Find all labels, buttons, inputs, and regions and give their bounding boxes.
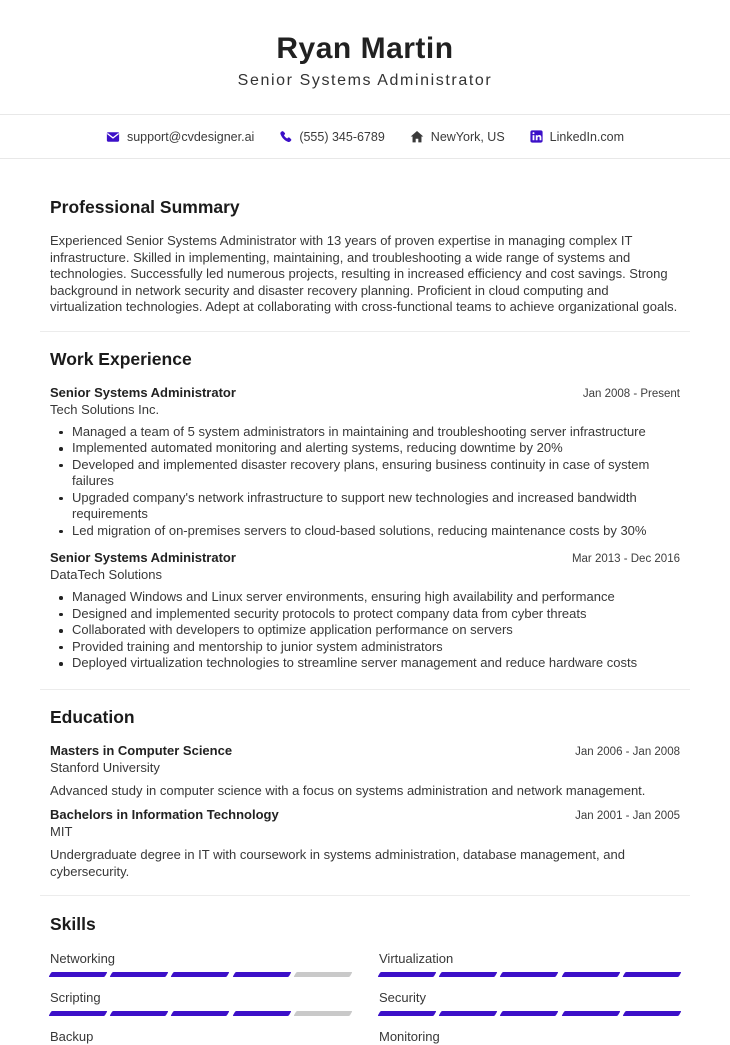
bullet-item: Collaborated with developers to optimize application performance on servers — [50, 622, 680, 639]
job-entry — [50, 550, 680, 672]
skill-name: Scripting — [50, 990, 101, 1005]
home-icon — [410, 130, 424, 144]
skill-segment-filled — [439, 1011, 498, 1016]
candidate-title: Senior Systems Administrator — [237, 72, 493, 89]
job-entry-head — [50, 385, 680, 401]
degree-entry — [50, 743, 680, 800]
skill-segment-empty — [293, 972, 352, 977]
skill-segment-filled — [171, 1011, 230, 1016]
skill-segment-filled — [622, 972, 681, 977]
skill-item — [50, 990, 351, 1016]
contact-email — [106, 130, 254, 144]
bullet-item: Deployed virtualization technologies to streamline server management and reduce hardware costs — [50, 655, 680, 672]
job-bullet-list — [50, 424, 680, 540]
education-heading: Education — [50, 706, 135, 727]
contact-bar — [0, 114, 730, 159]
skill-name: Security — [379, 990, 426, 1005]
job-company: Tech Solutions Inc. — [50, 401, 160, 417]
contact-linkedin-text: LinkedIn.com — [549, 129, 625, 144]
job-title: Senior Systems Administrator — [50, 550, 236, 565]
skill-name: Monitoring — [379, 1029, 440, 1044]
skills-grid — [50, 951, 680, 1045]
skill-segment-filled — [232, 1011, 291, 1016]
skill-level-bar — [379, 1011, 680, 1016]
contact-linkedin — [530, 130, 624, 144]
work-experience-section — [0, 349, 730, 672]
skill-segment-filled — [500, 972, 559, 977]
skill-level-bar — [50, 972, 351, 977]
linkedin-icon — [530, 130, 543, 143]
resume-header — [0, 0, 730, 114]
summary-body: Experienced Senior Systems Administrator with 13 years of proven expertise in managing complex IT infrastructure. Skilled in implementing, maintaining, and troubleshooting a wide range of systems and technologies. Successfully led numerous projects, resulting in increased efficiency and cost savings. Strong background in network security and disaster recovery planning. Proficient in cloud computing and virtualization technologies. Adept at collaborating with cross-functional teams to achieve organizational goals. — [50, 233, 678, 314]
job-company: DataTech Solutions — [50, 567, 163, 582]
skill-item — [50, 951, 351, 977]
degree-description: Undergraduate degree in IT with coursework in systems administration, database management, and cybersecurity. — [50, 847, 625, 879]
skill-item — [379, 951, 680, 977]
skill-name: Virtualization — [379, 951, 454, 966]
skill-item — [50, 1029, 351, 1045]
section-divider — [40, 331, 690, 332]
skill-segment-filled — [561, 1011, 620, 1016]
bullet-item: Developed and implemented disaster recovery plans, ensuring business continuity in case of system failures — [50, 457, 680, 490]
skill-segment-filled — [110, 972, 169, 977]
contact-email-text: support@cvdesigner.ai — [126, 129, 255, 144]
skills-section — [0, 914, 730, 1045]
skill-segment-empty — [293, 1011, 352, 1016]
degree-dates: Jan 2006 - Jan 2008 — [575, 745, 680, 758]
summary-section — [0, 197, 730, 316]
skill-segment-filled — [171, 972, 230, 977]
phone-icon — [279, 130, 292, 143]
contact-location — [410, 130, 505, 144]
envelope-icon — [106, 130, 120, 144]
degree-entry-head — [50, 807, 680, 823]
education-section — [0, 707, 730, 881]
degree-title: Bachelors in Information Technology — [50, 807, 279, 822]
skill-segment-filled — [622, 1011, 681, 1016]
contact-phone-text: (555) 345-6789 — [299, 129, 385, 144]
skill-segment-filled — [49, 1011, 108, 1016]
skill-level-bar — [379, 972, 680, 977]
job-bullet-list — [50, 589, 680, 672]
degree-school: Stanford University — [50, 759, 160, 775]
degree-title: Masters in Computer Science — [50, 742, 233, 758]
candidate-name: Ryan Martin — [276, 32, 454, 65]
skills-heading: Skills — [50, 914, 96, 934]
skill-segment-filled — [49, 972, 108, 977]
skill-level-bar — [50, 1011, 351, 1016]
degree-school: MIT — [50, 824, 73, 839]
skill-segment-filled — [378, 972, 437, 977]
bullet-item: Designed and implemented security protocols to protect company data from cyber threats — [50, 606, 680, 623]
skill-segment-filled — [439, 972, 498, 977]
degree-description: Advanced study in computer science with a focus on systems administration and network management. — [50, 782, 646, 798]
bullet-item: Implemented automated monitoring and alerting systems, reducing downtime by 20% — [50, 440, 680, 457]
bullet-item: Led migration of on-premises servers to cloud-based solutions, reducing maintenance costs by 30% — [50, 523, 680, 540]
skill-segment-filled — [500, 1011, 559, 1016]
bullet-item: Managed Windows and Linux server environments, ensuring high availability and performance — [50, 589, 680, 606]
work-heading: Work Experience — [50, 348, 192, 369]
job-title: Senior Systems Administrator — [50, 384, 236, 400]
skill-segment-filled — [561, 972, 620, 977]
section-divider — [40, 895, 690, 896]
section-divider — [40, 689, 690, 690]
bullet-item: Provided training and mentorship to junior system administrators — [50, 639, 680, 656]
degree-entry-head — [50, 743, 680, 759]
skill-name: Networking — [50, 951, 116, 966]
degree-dates: Jan 2001 - Jan 2005 — [575, 810, 680, 822]
job-entry-head — [50, 550, 680, 566]
summary-heading: Professional Summary — [50, 197, 240, 217]
skill-name: Backup — [50, 1029, 94, 1044]
skill-segment-filled — [378, 1011, 437, 1016]
degree-entry — [50, 807, 680, 880]
job-entry — [50, 385, 680, 540]
bullet-item: Upgraded company's network infrastructure to support new technologies and increased bandwidth requirements — [50, 490, 680, 523]
skill-item — [379, 990, 680, 1016]
job-dates: Mar 2013 - Dec 2016 — [571, 553, 680, 565]
skill-item — [379, 1029, 680, 1045]
contact-location-text: NewYork, US — [430, 129, 505, 144]
skill-segment-filled — [110, 1011, 169, 1016]
contact-phone — [279, 130, 384, 144]
bullet-item: Managed a team of 5 system administrators in maintaining and troubleshooting server infrastructure — [50, 424, 680, 441]
job-dates: Jan 2008 - Present — [582, 387, 680, 400]
skill-segment-filled — [232, 972, 291, 977]
